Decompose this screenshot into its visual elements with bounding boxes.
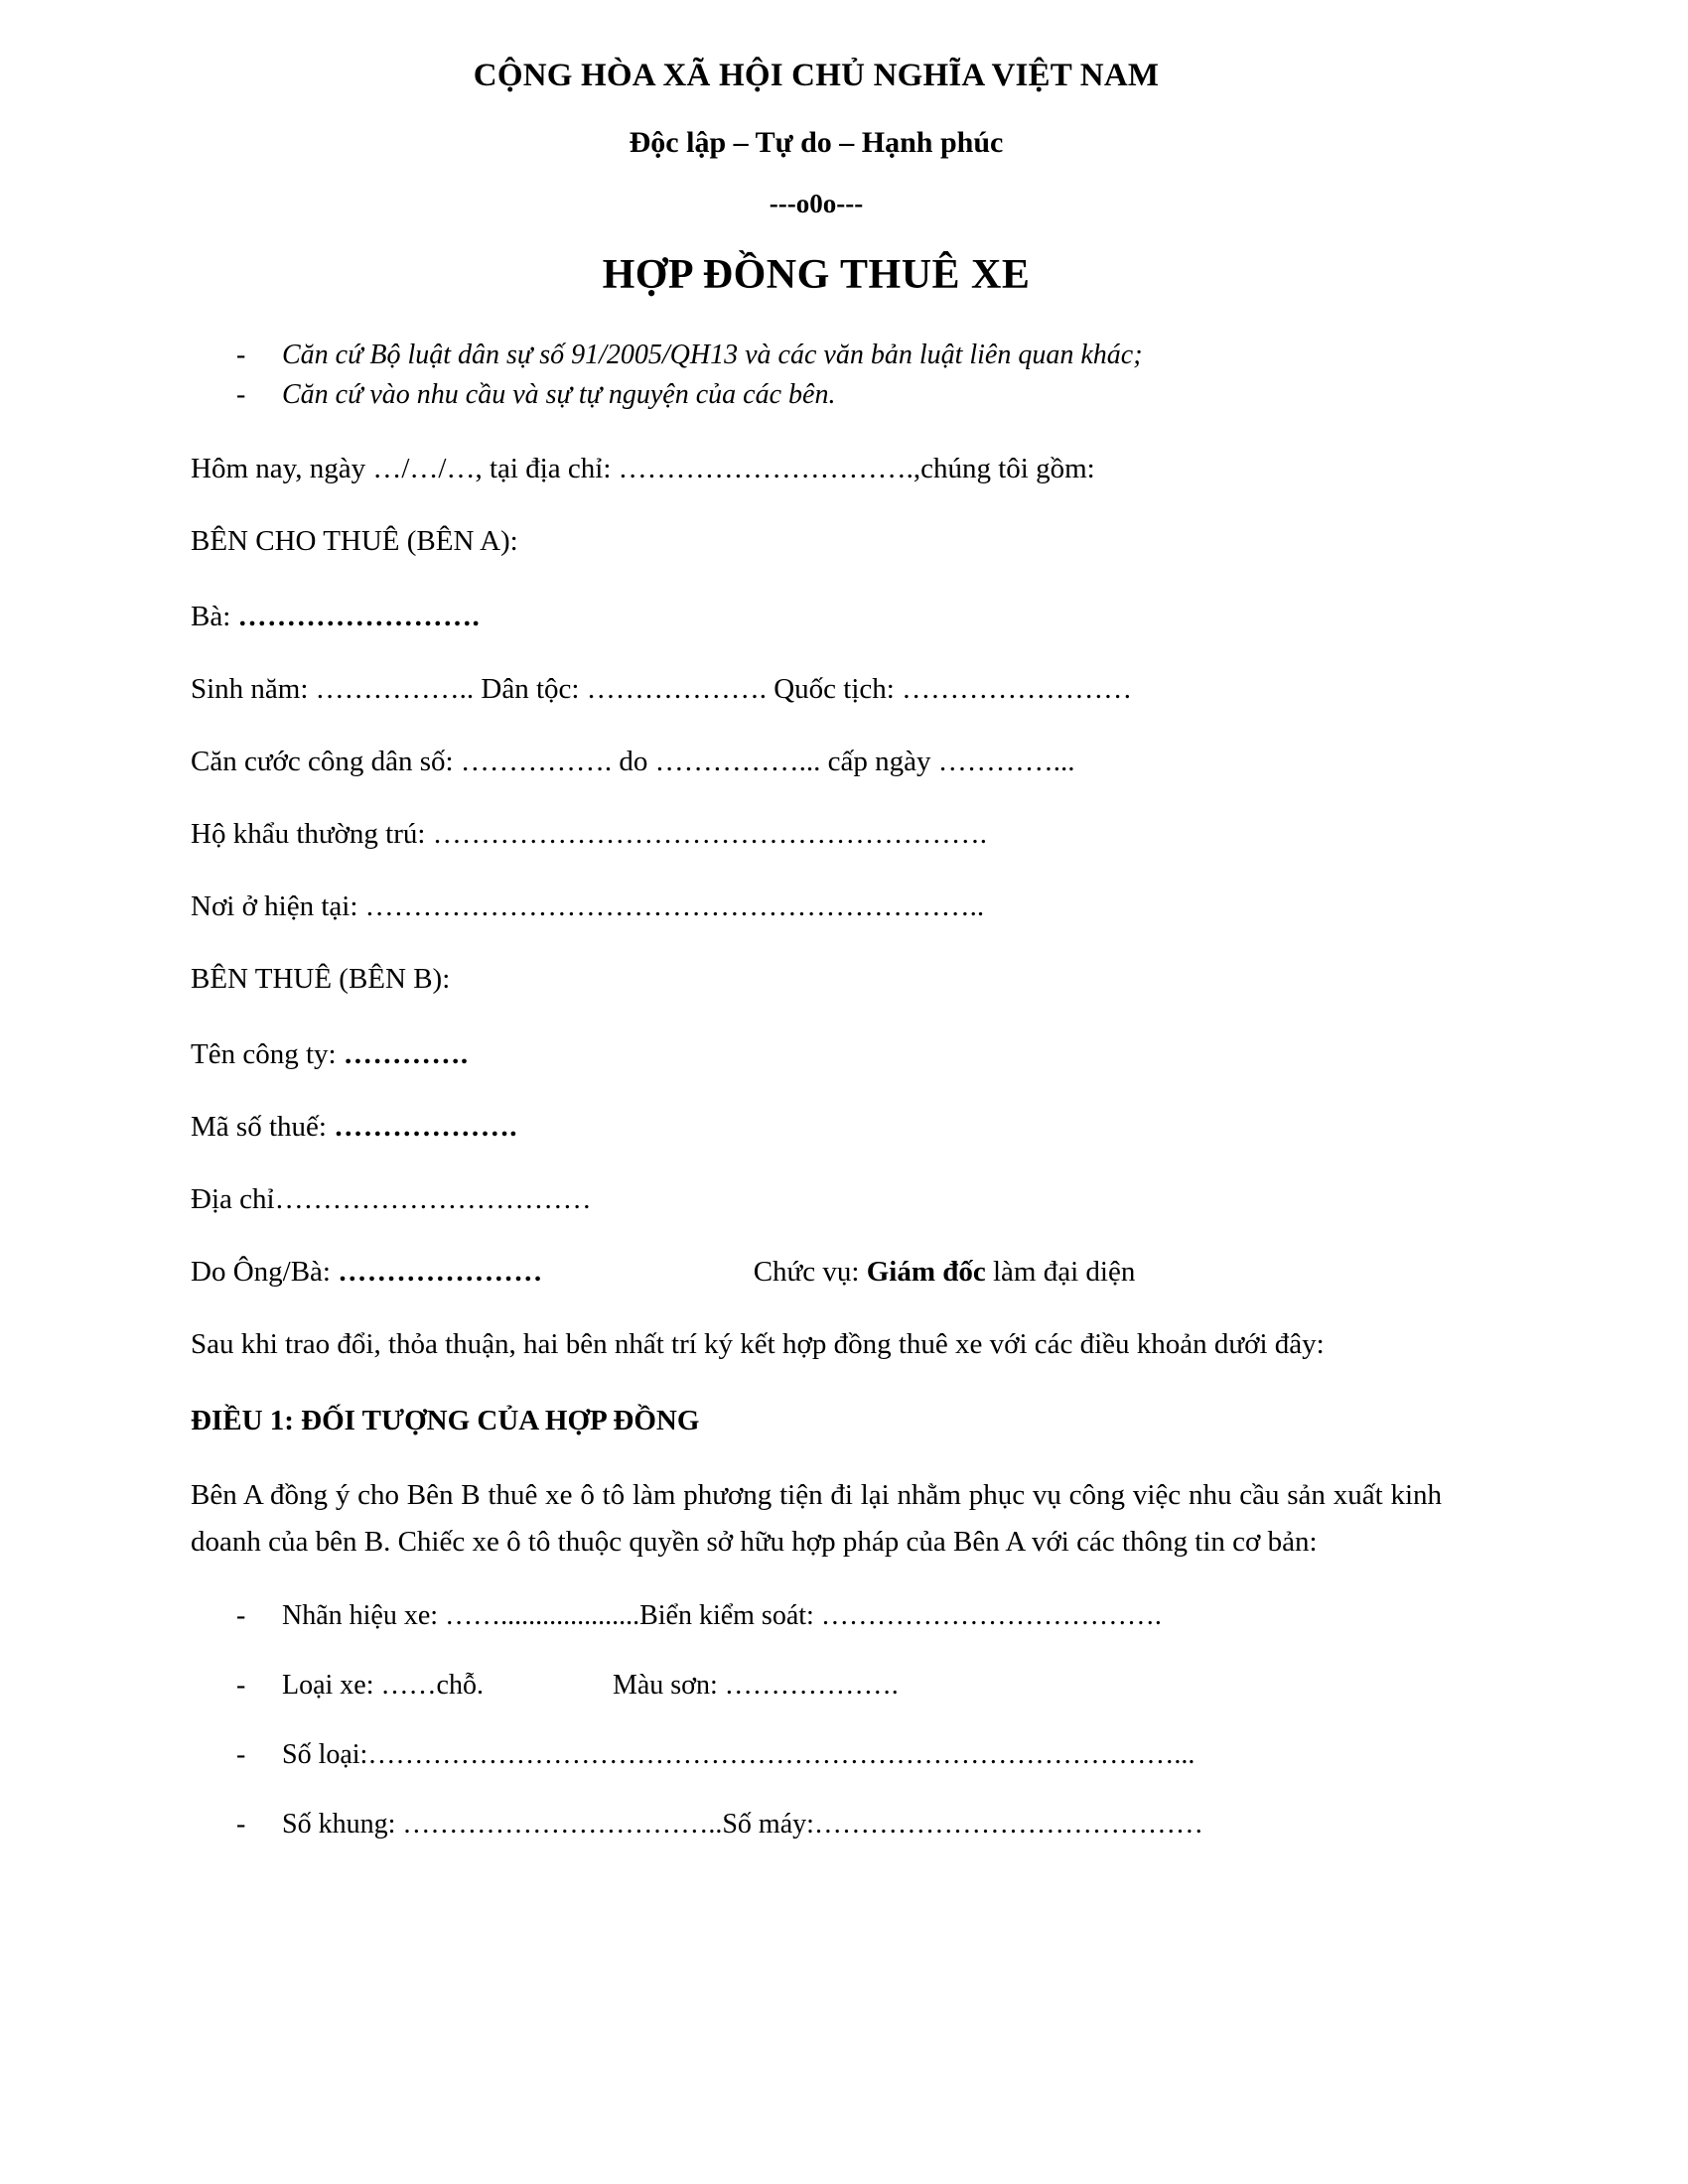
party-b-rep-dots: ………………… (338, 1256, 543, 1289)
ornamental-separator: ---o0o--- (769, 188, 864, 218)
party-b-rep-label: Do Ông/Bà: (191, 1256, 339, 1289)
party-b-tax-label: Mã số thuế: (191, 1111, 335, 1144)
dash-bullet: - (236, 1599, 246, 1631)
preamble-list (191, 336, 1442, 416)
vehicle-brand-field: Nhãn hiệu xe: ……....................Biển kiểm soát: ………………………………. (282, 1599, 1162, 1631)
vehicle-chassis-row (282, 1804, 1442, 1845)
list-item (191, 1595, 1442, 1637)
party-b-company-line (191, 1031, 1442, 1078)
party-a-permanent-address: Hộ khẩu thường trú: …………………………………………………. (191, 818, 987, 851)
article-1-body: Bên A đồng ý cho Bên B thuê xe ô tô làm phương tiện đi lại nhằm phục vụ công việc nhu cầu sản xuất kinh doanh của bên B. Chiếc xe ô tô thuộc quyền sở hữu hợp pháp của Bên A với các thông tin cơ bản: (191, 1478, 1442, 1558)
article-1-heading: ĐIỀU 1: ĐỐI TƯỢNG CỦA HỢP ĐỒNG (191, 1405, 700, 1437)
dash-bullet: - (236, 1669, 246, 1701)
party-b-tax-line (191, 1104, 1442, 1151)
party-a-heading: BÊN CHO THUÊ (BÊN A): (191, 524, 518, 557)
national-title: CỘNG HÒA XÃ HỘI CHỦ NGHĨA VIỆT NAM (473, 58, 1160, 93)
party-a-name-label: Bà: (191, 601, 238, 633)
party-b-address-line (191, 1176, 1442, 1223)
preamble-text: Căn cứ Bộ luật dân sự số 91/2005/QH13 và các văn bản luật liên quan khác; (282, 339, 1143, 370)
document-header (191, 56, 1442, 302)
national-motto: Độc lập – Tự do – Hạnh phúc (629, 126, 1004, 160)
party-b-position-value: Giám đốc (866, 1256, 986, 1289)
preamble-text: Căn cứ vào nhu cầu và sự tự nguyện của các bên. (282, 379, 836, 411)
dash-bullet: - (236, 1808, 246, 1840)
dash-bullet: - (236, 1738, 246, 1770)
agreement-paragraph: Sau khi trao đổi, thỏa thuận, hai bên nhất trí ký kết hợp đồng thuê xe với các điều khoản dưới đây: (191, 1328, 1325, 1361)
party-a-birth-line: Sinh năm: …………….. Dân tộc: ………………. Quốc tịch: …………………… (191, 673, 1133, 706)
party-a-name-dots: ……………………. (237, 601, 481, 633)
party-b-position-suffix: làm đại diện (985, 1256, 1136, 1289)
party-b-company-dots: …………. (343, 1038, 469, 1071)
dash-bullet: - (236, 339, 246, 370)
party-a-id-line: Căn cước công dân số: ……………. do ……………... cấp ngày …………... (191, 746, 1075, 778)
party-b-address-label: Địa chỉ (191, 1183, 275, 1216)
intro-line: Hôm nay, ngày …/…/…, tại địa chỉ: ………………………….,chúng tôi gồm: (191, 452, 1095, 484)
page-title: HỢP ĐỒNG THUÊ XE (602, 252, 1031, 299)
party-b-position-label: Chức vụ: (753, 1256, 867, 1289)
list-item (191, 1665, 1442, 1706)
vehicle-type-row (282, 1665, 1442, 1706)
vehicle-engine-field: Số máy:…………………………………… (722, 1808, 1203, 1840)
vehicle-type-field: Loại xe: ……chỗ. (282, 1669, 484, 1701)
list-item (191, 336, 1442, 376)
party-b-representative-line (191, 1249, 1442, 1296)
party-b-company-label: Tên công ty: (191, 1038, 344, 1071)
dash-bullet: - (236, 379, 246, 411)
vehicle-chassis-field: Số khung: …………………………….. (282, 1808, 723, 1840)
vehicle-model-field: Số loại:……………………………………………………………………………... (282, 1738, 1196, 1770)
list-item (191, 1804, 1442, 1845)
party-b-tax-dots: ………………. (334, 1111, 517, 1144)
list-item (191, 1734, 1442, 1776)
party-a-current-address: Nơi ở hiện tại: ……………………………………………………….. (191, 890, 985, 923)
list-item (191, 375, 1442, 416)
party-b-heading: BÊN THUÊ (BÊN B): (191, 963, 451, 996)
vehicle-info-list (191, 1595, 1442, 1845)
party-a-name-line (191, 594, 1442, 640)
party-b-address-dots: …………………………… (274, 1183, 592, 1216)
vehicle-color-field: Màu sơn: ………………. (612, 1669, 899, 1701)
